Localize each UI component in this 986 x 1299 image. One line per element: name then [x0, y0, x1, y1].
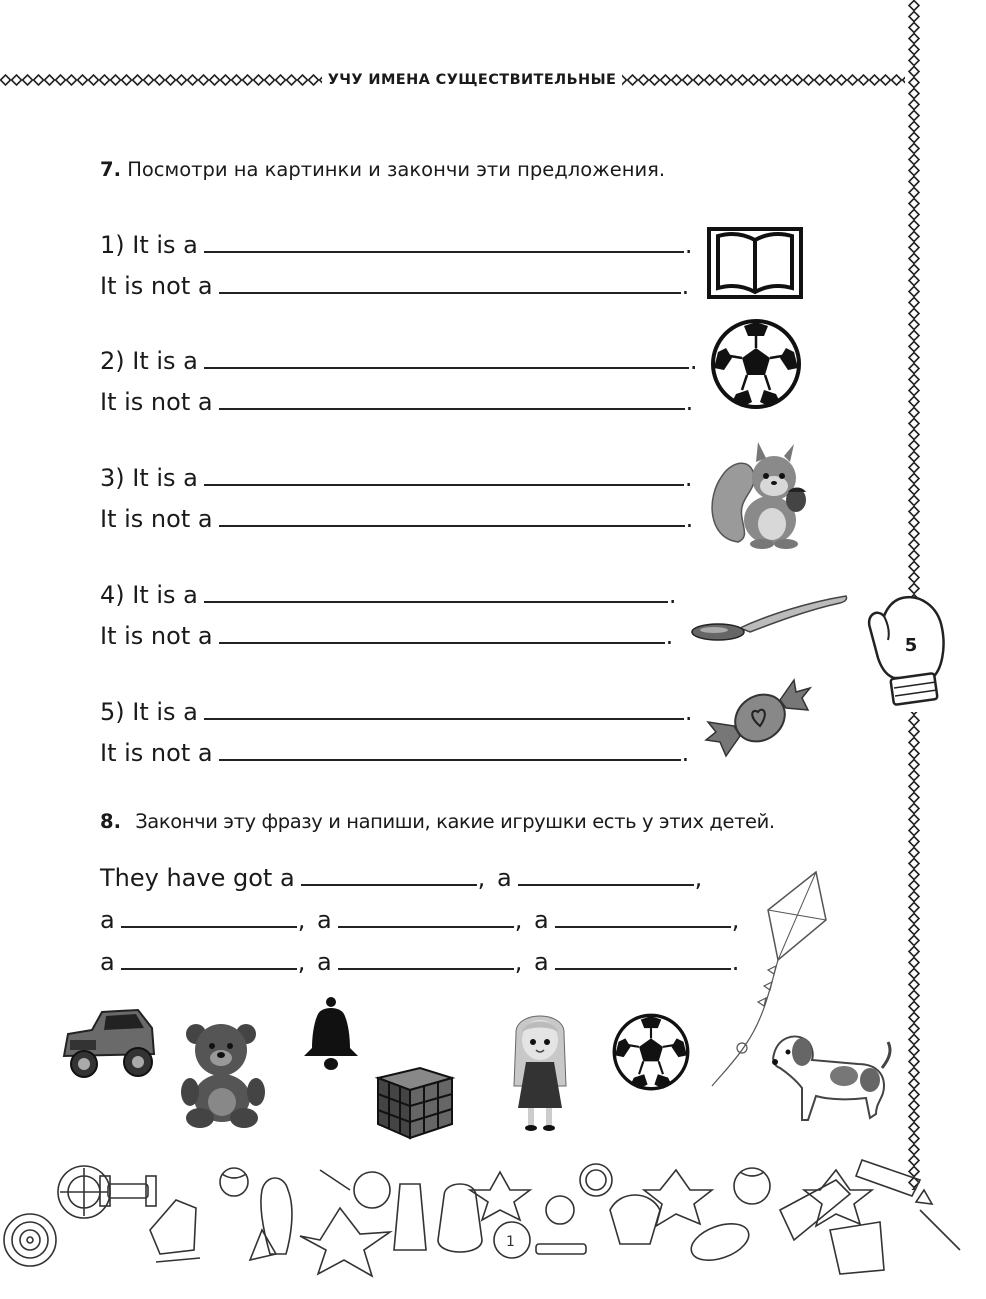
task8-text: Закончи эту фразу и напиши, какие игрушки есть у этих детей.: [135, 810, 775, 833]
task7-text: Посмотри на картинки и закончи эти предложения.: [127, 158, 666, 181]
task7-number: 7.: [100, 158, 121, 181]
answer-blank[interactable]: [204, 462, 684, 486]
task8-line1: They have got a , a ,: [100, 864, 703, 892]
task8-line2: a , a , a ,: [100, 906, 740, 934]
answer-blank[interactable]: [204, 696, 684, 720]
task7-item5-line1: 5) It is a .: [100, 698, 693, 726]
task7-item1-line2: It is not a .: [100, 272, 690, 300]
answer-blank[interactable]: [219, 270, 681, 294]
svg-text:1: 1: [506, 1234, 515, 1250]
task8-number: 8.: [100, 810, 121, 833]
section-header-title: УЧУ ИМЕНА СУЩЕСТВИТЕЛЬНЫЕ: [322, 69, 622, 91]
task7-item2-line1: 2) It is a .: [100, 347, 698, 375]
task8-line3: a , a , a .: [100, 948, 740, 976]
answer-blank[interactable]: [338, 946, 514, 970]
answer-blank[interactable]: [204, 579, 668, 603]
task8-instruction: [100, 808, 775, 836]
answer-blank[interactable]: [204, 229, 684, 253]
toy-car-icon: [58, 1004, 158, 1084]
sports-doodle-strip: [0, 1150, 986, 1280]
task7-item2-line2: It is not a .: [100, 388, 694, 416]
doll-icon: [506, 1004, 574, 1134]
squirrel-icon: [708, 438, 820, 552]
dog-icon: [766, 1028, 896, 1128]
teddy-bear-icon: [180, 1018, 268, 1130]
answer-blank[interactable]: [219, 386, 685, 410]
book-icon: [706, 226, 804, 300]
answer-blank[interactable]: [338, 904, 514, 928]
answer-blank[interactable]: [555, 904, 731, 928]
bell-icon: [298, 996, 364, 1072]
task7-item5-line2: It is not a .: [100, 739, 690, 767]
task7-item3-line2: It is not a .: [100, 505, 694, 533]
spoon-icon: [690, 592, 850, 642]
answer-blank[interactable]: [121, 904, 297, 928]
answer-blank[interactable]: [219, 737, 681, 761]
soccer-ball-icon: [708, 318, 804, 410]
task7-instruction: [100, 156, 665, 184]
candy-icon: [704, 670, 812, 760]
task7-item1-line1: 1) It is a .: [100, 231, 693, 259]
answer-blank[interactable]: [555, 946, 731, 970]
rubiks-cube-icon: [374, 1060, 456, 1142]
answer-blank[interactable]: [518, 862, 694, 886]
task7-item3-line1: 3) It is a .: [100, 464, 693, 492]
toy-ball-icon: [610, 1012, 692, 1092]
answer-blank[interactable]: [204, 345, 689, 369]
answer-blank[interactable]: [219, 503, 685, 527]
page-number: 5: [904, 635, 918, 656]
answer-blank[interactable]: [219, 620, 665, 644]
answer-blank[interactable]: [121, 946, 297, 970]
task7-item4-line1: 4) It is a .: [100, 581, 677, 609]
answer-blank[interactable]: [301, 862, 477, 886]
task7-item4-line2: It is not a .: [100, 622, 674, 650]
